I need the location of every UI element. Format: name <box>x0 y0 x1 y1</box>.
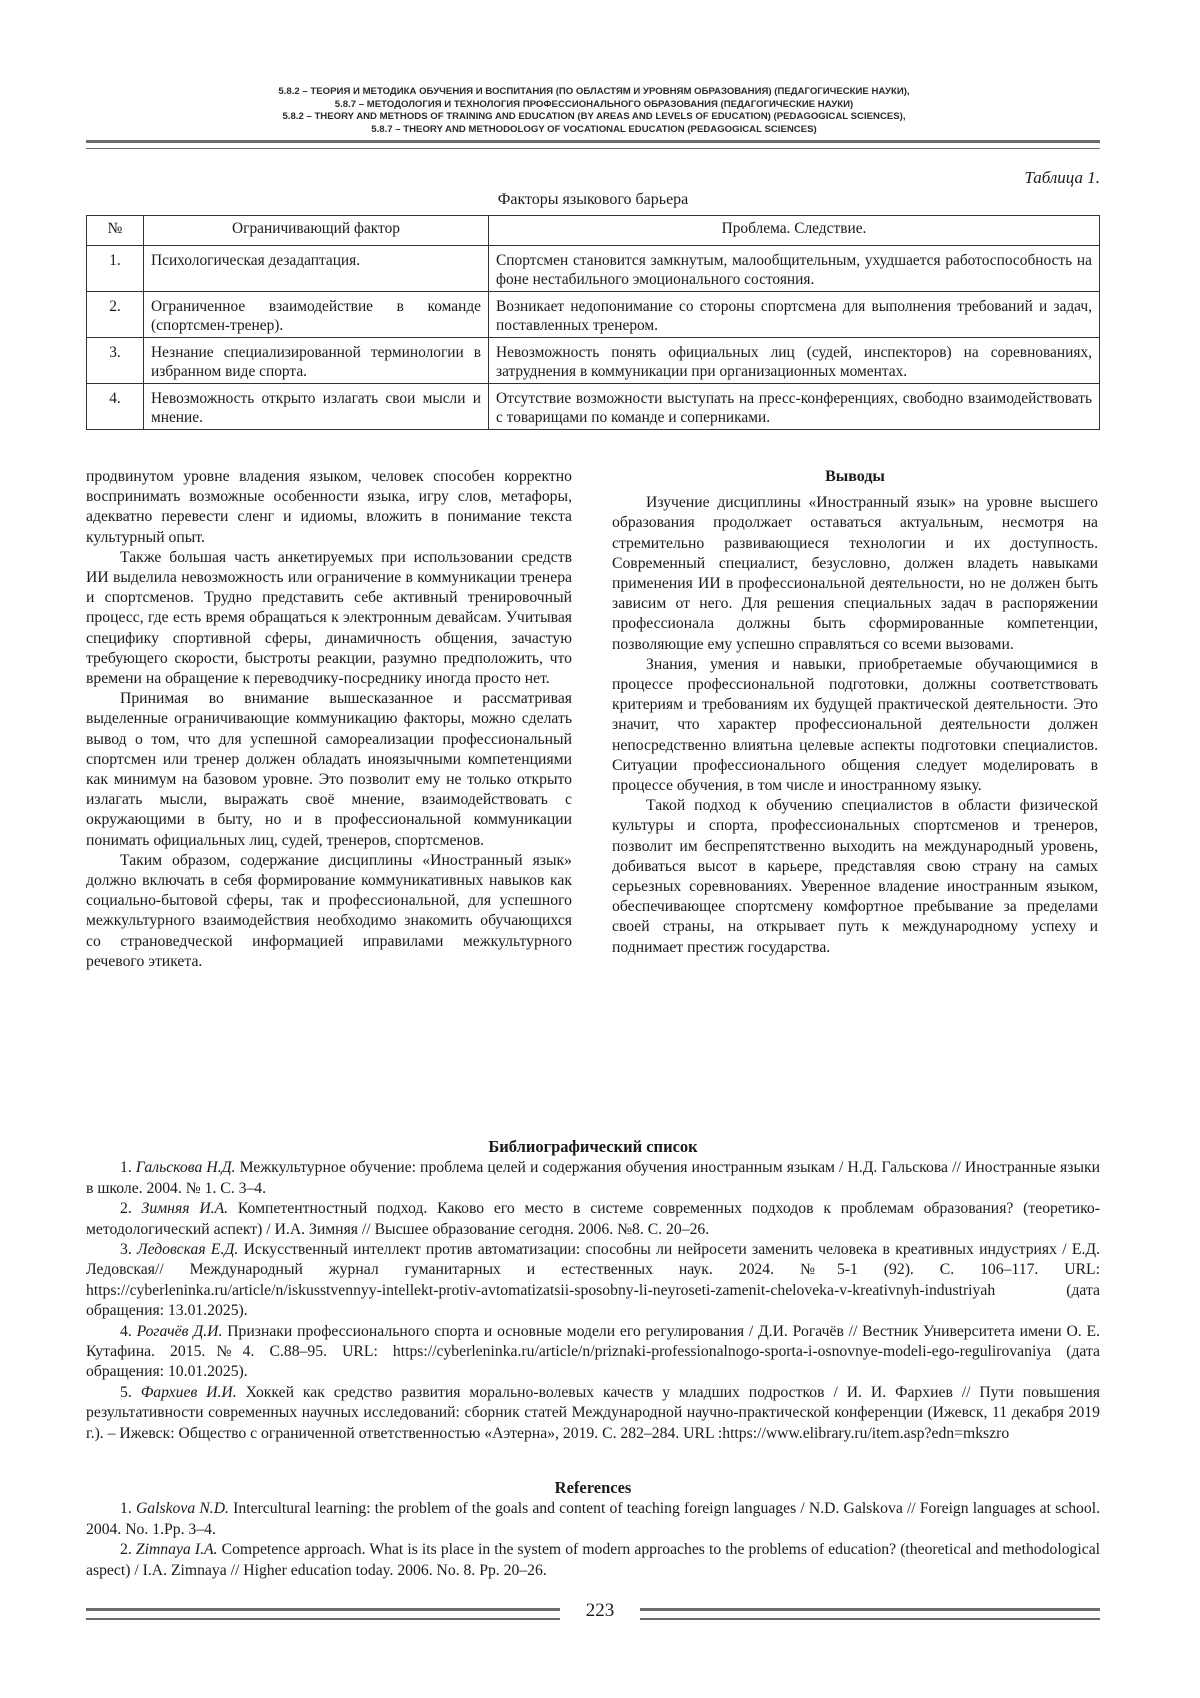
table-row <box>87 384 1100 430</box>
row-problem: Возникает недопонимание со стороны спортсмена для выполнения требований и задач, поставленных тренером. <box>489 292 1100 338</box>
body-paragraph: Также большая часть анкетируемых при использовании средств ИИ выделила невозможность или ограничение в коммуникации тренера и спортсменов. Трудно представить себе активный тренировочный процесс, где есть время обращаться к электронным девайсам. Учитывая специфику спортивной сферы, динамичность общения, зачастую требующего скорости, быстроты реакции, разумно предположить, что времени на обращение к переводчику-посреднику иногда просто нет. <box>86 548 572 688</box>
header-rule <box>86 140 1100 149</box>
row-factor: Незнание специализированной терминологии в избранном виде спорта. <box>144 338 489 384</box>
item-author: Гальскова Н.Д. <box>135 1159 236 1177</box>
item-author: Рогачёв Д.И. <box>136 1322 223 1340</box>
footer-rule-right <box>640 1608 1100 1620</box>
item-text: Межкультурное обучение: проблема целей и содержания обучения иностранным языкам / Н.Д. Гальскова // Иностранные языки в школе. 2004. № 1. С. 3–4. <box>86 1159 1101 1197</box>
page-number: 223 <box>585 1600 615 1621</box>
bibliography-item <box>86 1383 1100 1444</box>
item-text: Хоккей как средство развития морально-волевых качеств у младших подростков / И. И. Фархиев // Пути повышения результативности современных научных исследований: сборник статей Международной научно-практической конференции (Ижевск, 11 декабря 2019 г.). – Ижевск: Общество с ограниченной ответственностью «Аэтерна», 2019. С. 282–284. URL :https://www.elibrary.ru/item.asp?edn=mkszro <box>86 1383 1101 1442</box>
item-number: 1. <box>120 1500 132 1518</box>
row-factor: Невозможность открыто излагать свои мысли и мнение. <box>144 384 489 430</box>
row-number: 1. <box>87 246 144 292</box>
reference-item <box>86 1540 1100 1581</box>
bibliography <box>86 1137 1100 1444</box>
body-paragraph: Изучение дисциплины «Иностранный язык» на уровне высшего образования продолжает оставаться актуальным, несмотря на стремительно развивающиеся технологии и их доступность. Современный специалист, безусловно, должен владеть навыками применения ИИ в профессиональной деятельности, но не должен быть зависим от него. Для решения специальных задач в распоряжении профессионала должны быть сформированные компетенции, позволяющие ему успешно справляться со всеми вызовами. <box>612 494 1098 653</box>
item-number: 5. <box>120 1383 132 1401</box>
right-column <box>612 467 1098 958</box>
body-paragraph: продвинутом уровне владения языком, человек способен корректно воспринимать возможные особенности языка, игру слов, метафоры, адекватно перевести сленг и идиомы, вложить в понимание текста культурный опыт. <box>86 468 572 546</box>
item-text: Intercultural learning: the problem of the goals and content of teaching foreign languages / N.D. Galskova // Foreign languages at school. 2004. No. 1.Pp. 3–4. <box>86 1500 1101 1538</box>
item-author: Зимняя И.А. <box>141 1200 229 1218</box>
bibliography-item <box>86 1322 1100 1383</box>
table-caption: Таблица 1. <box>1024 168 1100 187</box>
factors-table <box>86 215 1100 430</box>
item-text: Competence approach. What is its place in the system of modern approaches to the problems of education? (theoretical and methodological aspect) / I.A. Zimnaya // Higher education today. 2006. No. 8. Pp. 20–26. <box>86 1541 1101 1579</box>
conclusions-heading: Выводы <box>825 468 885 485</box>
row-factor: Ограниченное взаимодействие в команде (спортсмен-тренер). <box>144 292 489 338</box>
bibliography-heading: Библиографический список <box>488 1137 698 1156</box>
item-author: Zimnaya I.A. <box>135 1541 218 1559</box>
item-text: Искусственный интеллект против автоматизации: способны ли нейросети заменить человека в креативных индустриях / Е.Д. Ледовская// Международный журнал гуманитарных и естественных наук. 2024. №5-1 (92). С. 106–117. URL: https://cyberleninka.ru/article/n/iskusstvennyy-intellekt-protiv-avtomatizatsii-sposobny-li-neyroseti-zamenit-cheloveka-v-kreativnyh-industriyah (дата обращения: 13.01.2025). <box>86 1241 1100 1320</box>
footer-rule-left <box>86 1608 560 1620</box>
bibliography-item <box>86 1240 1100 1322</box>
item-author: Ледовская Е.Д. <box>137 1241 239 1259</box>
table-title: Факторы языкового барьера <box>497 191 689 208</box>
table-row <box>87 246 1100 292</box>
item-text: Компетентностный подход. Каково его место в системе современных подходов к проблемам образования? (теоретико-методологический аспект) / И.А. Зимняя // Высшее образование сегодня. 2006. №8. С. 20–26. <box>86 1200 1101 1238</box>
running-head <box>88 86 1100 136</box>
table-header-row <box>87 216 1100 246</box>
row-problem: Невозможность понять официальных лиц (судей, инспекторов) на соревнованиях, затруднения в коммуникации при организационных моментах. <box>489 338 1100 384</box>
body-paragraph: Таким образом, содержание дисциплины «Иностранный язык» должно включать в себя формирование коммуникативных навыков как социально-бытовой сферы, так и профессиональной, для успешного межкультурного взаимодействия необходимо знакомить обучающихся со страноведческой информацией иправилами межкультурного речевого этикета. <box>86 851 572 970</box>
item-author: Galskova N.D. <box>135 1500 229 1518</box>
row-number: 4. <box>87 384 144 430</box>
item-number: 4. <box>120 1322 132 1340</box>
references <box>86 1478 1100 1581</box>
item-number: 2. <box>120 1200 132 1218</box>
running-head-line: 5.8.7 – МЕТОДОЛОГИЯ И ТЕХНОЛОГИЯ ПРОФЕССИОНАЛЬНОГО ОБРАЗОВАНИЯ (ПЕДАГОГИЧЕСКИЕ НАУКИ) <box>334 98 854 110</box>
item-number: 1. <box>120 1159 132 1177</box>
body-paragraph: Принимая во внимание вышесказанное и рассматривая выделенные ограничивающие коммуникацию факторы, можно сделать вывод о том, что для успешной самореализации профессиональный спортсмен или тренер должен обладать иноязычными компетенциями как минимум на базовом уровне. Это позволит ему не только открыто излагать мысли, выражать своё мнение, взаимодействовать с окружающими в быту, но и в профессиональной коммуникации понимать официальных лиц, судей, тренеров, спортсменов. <box>86 690 572 849</box>
row-factor: Психологическая дезадаптация. <box>144 246 489 292</box>
row-number: 3. <box>87 338 144 384</box>
references-heading: References <box>554 1478 632 1497</box>
running-head-line: 5.8.2 – THEORY AND METHODS OF TRAINING AND EDUCATION (BY AREAS AND LEVELS OF EDUCATION) (PEDAGOGICAL SCIENCES), <box>282 111 906 122</box>
table-header-cell: Ограничивающий фактор <box>144 216 489 246</box>
table-header-cell: Проблема. Следствие. <box>489 216 1100 246</box>
item-text: Признаки профессионального спорта и основные модели его регулирования / Д.И. Рогачёв // Вестник Университета имени О. Е. Кутафина. 2015.№4. С.88–95. URL: https://cyberleninka.ru/article/n/priznaki-professionalnogo-sporta-i-osnovnye-modeli-ego-regulirovaniya (дата обращения: 10.01.2025). <box>86 1322 1101 1381</box>
row-problem: Спортсмен становится замкнутым, малообщительным, ухудшается работоспособность на фоне нестабильного эмоционального состояния. <box>489 246 1100 292</box>
body-paragraph: Знания, умения и навыки, приобретаемые обучающимися в процессе профессиональной подготовки, должны соответствовать критериям и требованиям их будущей практической деятельности. Это значит, что характер профессиональной деятельности должен непосредственно влиятьна целевые аспекты подготовки специалистов. Ситуации профессионального общения следует моделировать в процессе обучения, в том числе и иностранному языку. <box>612 655 1098 795</box>
running-head-line: 5.8.7 – THEORY AND METHODOLOGY OF VOCATIONAL EDUCATION (PEDAGOGICAL SCIENCES) <box>371 123 817 135</box>
table-row <box>87 338 1100 384</box>
left-column <box>86 467 572 972</box>
body-paragraph: Такой подход к обучению специалистов в области физической культуры и спорта, профессиональных спортсменов и тренеров, позволит им беспрепятственно выходить на международный уровень, добиваться высот в карьере, представляя свою страну на самых серьезных соревнованиях. Уверенное владение иностранным языком, обеспечивающее спортсмену комфортное пребывание за пределами своей страны, на открывает путь к международному успеху и поднимает престиж государства. <box>612 797 1098 956</box>
table-row <box>87 292 1100 338</box>
bibliography-item <box>86 1158 1100 1199</box>
running-head-line: 5.8.2 – ТЕОРИЯ И МЕТОДИКА ОБУЧЕНИЯ И ВОСПИТАНИЯ (ПО ОБЛАСТЯМ И УРОВНЯМ ОБРАЗОВАНИЯ) (ПЕДАГОГИЧЕСКИЕ НАУКИ), <box>278 86 910 97</box>
item-number: 2. <box>120 1541 132 1559</box>
bibliography-item <box>86 1199 1100 1240</box>
row-problem: Отсутствие возможности выступать на пресс-конференциях, свободно взаимодействовать с товарищами по команде и соперниками. <box>489 384 1100 430</box>
table-header-cell: № <box>87 216 144 246</box>
reference-item <box>86 1499 1100 1540</box>
item-number: 3. <box>120 1241 132 1259</box>
row-number: 2. <box>87 292 144 338</box>
item-author: Фархиев И.И. <box>140 1383 237 1401</box>
